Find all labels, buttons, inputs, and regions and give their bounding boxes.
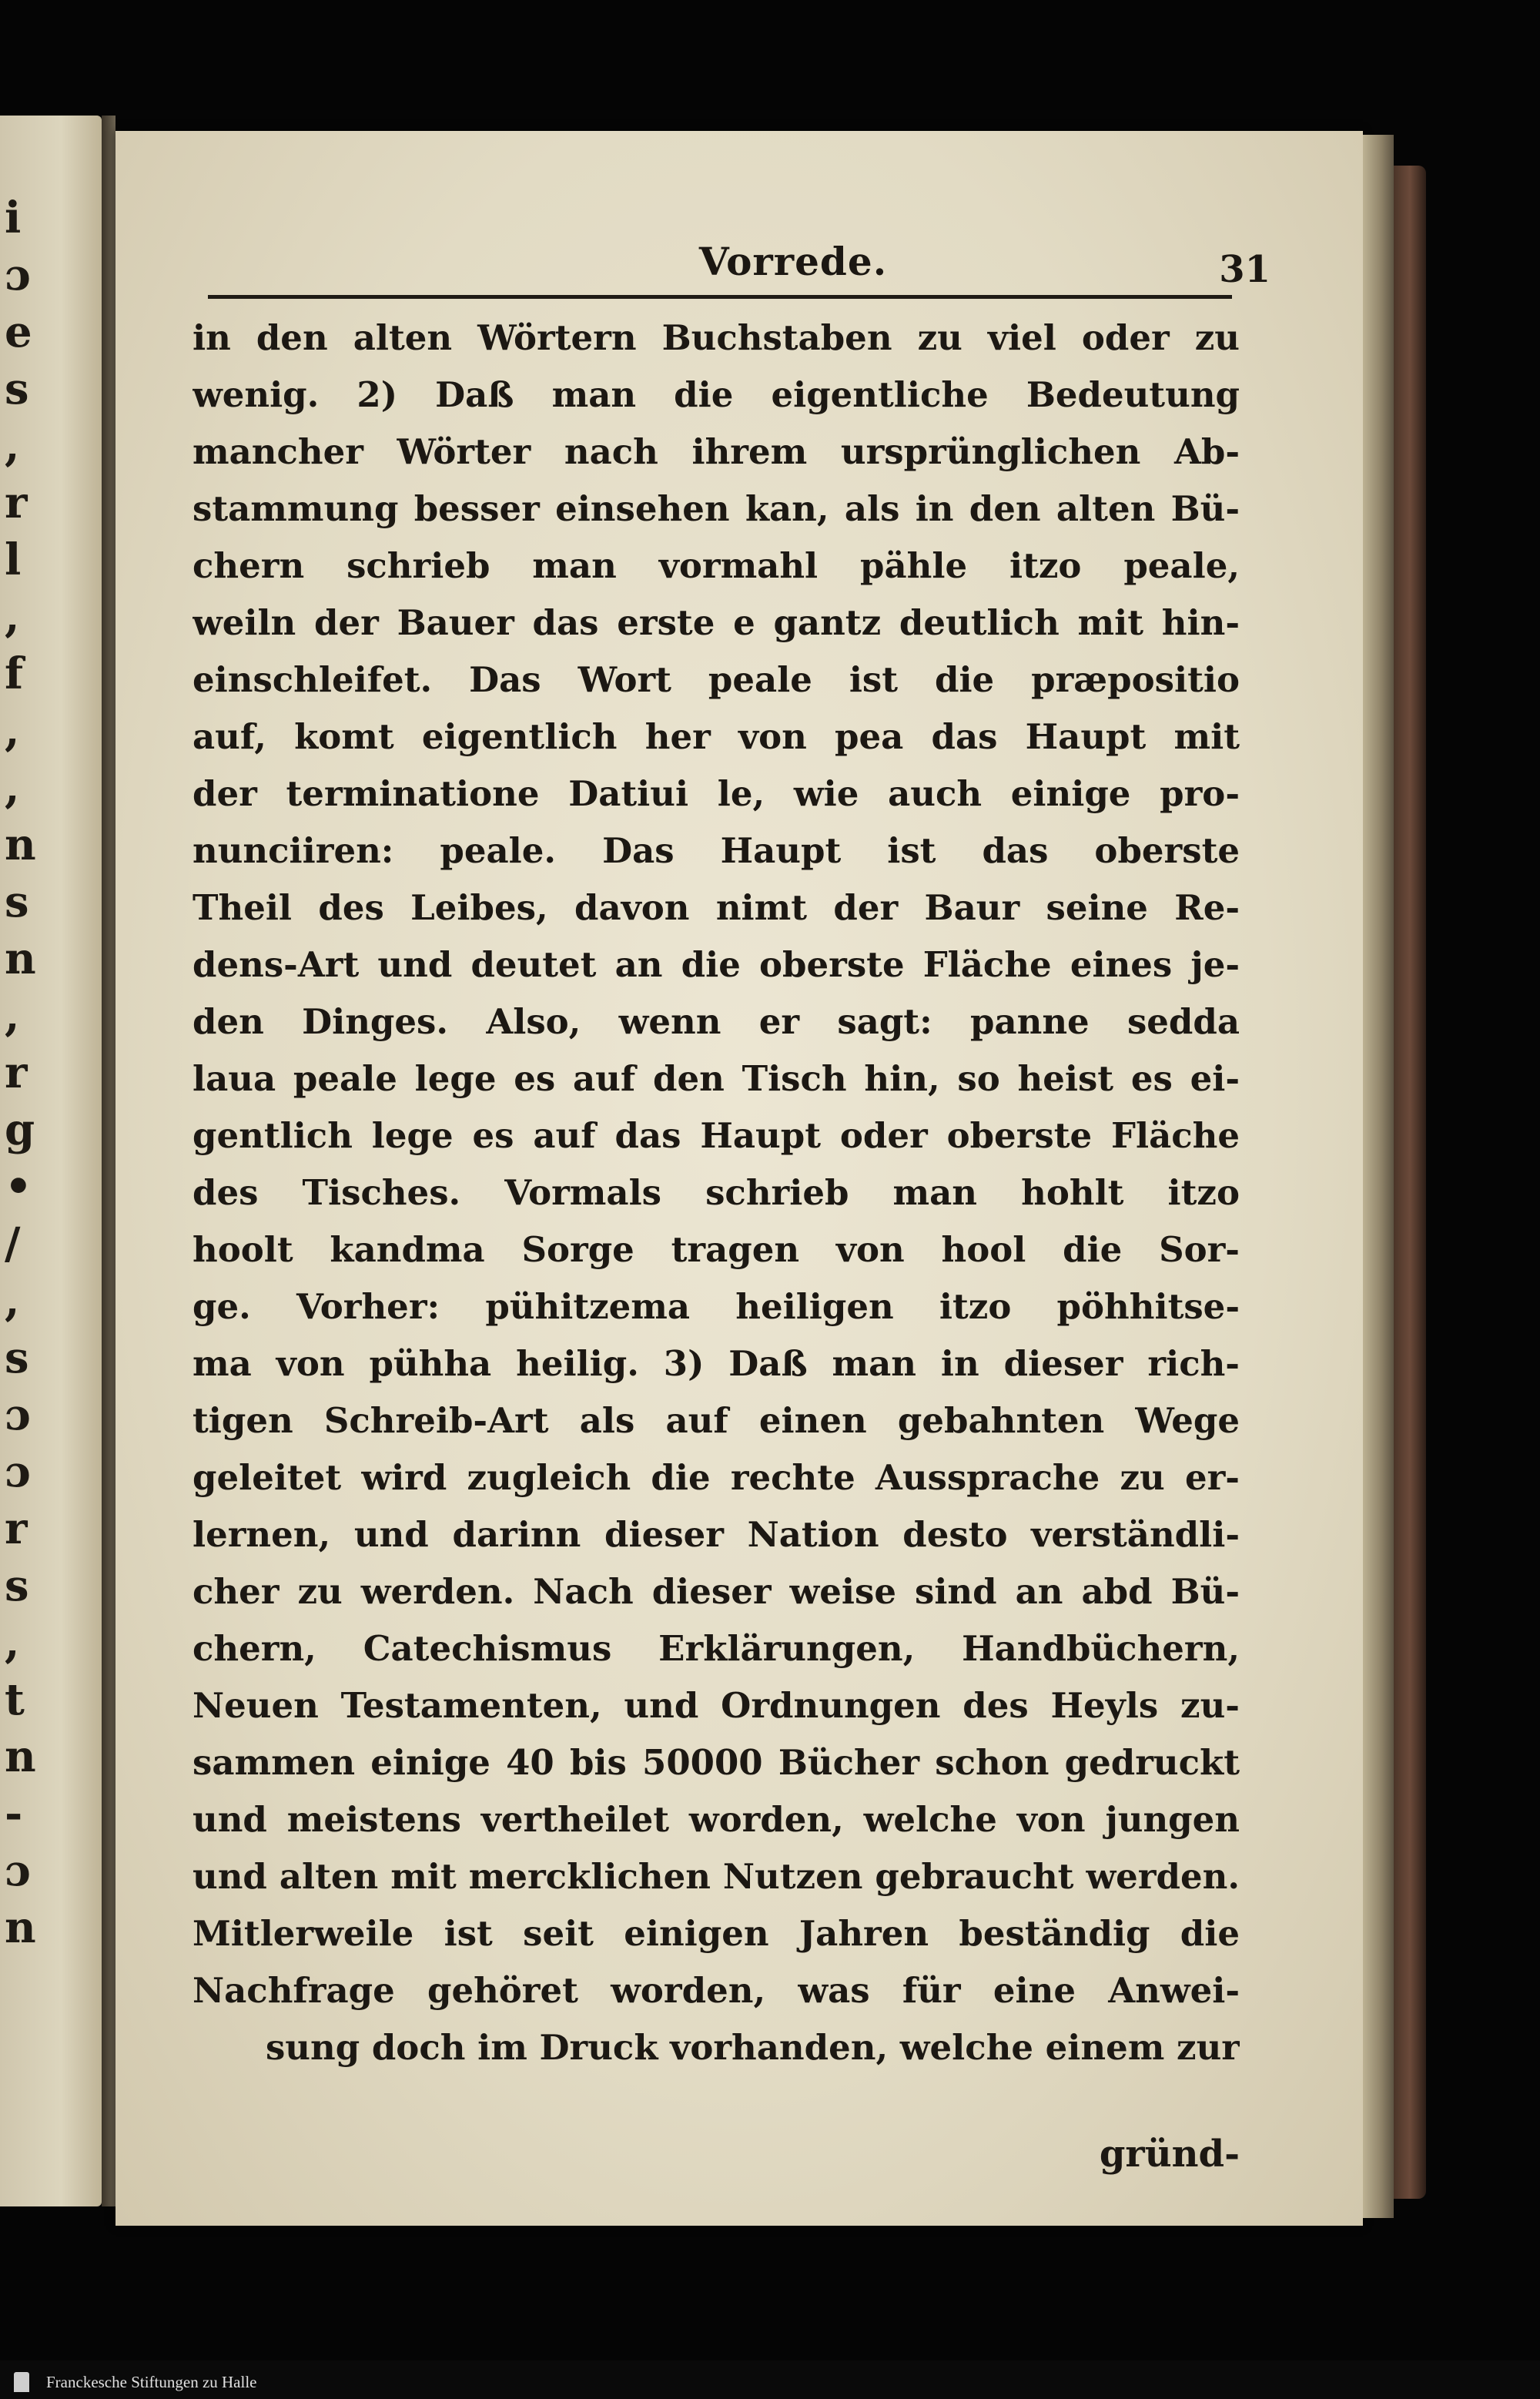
book-cover-edge xyxy=(1394,166,1426,2199)
text-line: mancher Wörter nach ihrem ursprünglichen Ab- xyxy=(192,431,1240,472)
header-rule xyxy=(208,295,1232,299)
left-page-glyph: e xyxy=(5,307,32,357)
text-line: Theil des Leibes, davon nimt der Baur seine Re- xyxy=(192,887,1240,928)
left-page-glyph: n xyxy=(5,933,36,984)
left-page-glyph: , xyxy=(5,990,20,1041)
text-line: laua peale lege es auf den Tisch hin, so heist es ei- xyxy=(192,1058,1240,1099)
text-line: weiln der Bauer das erste e gantz deutlich mit hin- xyxy=(192,602,1240,643)
left-page-glyph: , xyxy=(5,762,20,813)
text-line: gentlich lege es auf das Haupt oder oberste Fläche xyxy=(192,1115,1240,1156)
text-line: auf, komt eigentlich her von pea das Haupt mit xyxy=(192,716,1240,757)
left-page-glyph: ɔ xyxy=(5,250,32,300)
left-page-glyph: • xyxy=(5,1161,32,1212)
left-page-glyph: ɔ xyxy=(5,1446,32,1497)
text-line: der terminatione Datiui le, wie auch einige pro- xyxy=(192,773,1240,814)
header-title: Vorrede. xyxy=(698,239,888,284)
left-page-glyph: n xyxy=(5,1902,36,1953)
left-page-glyph: / xyxy=(5,1218,21,1269)
text-line: lernen, und darinn dieser Nation desto verständli- xyxy=(192,1514,1240,1555)
text-line: Neuen Testamenten, und Ordnungen des Heyls zu- xyxy=(192,1685,1240,1726)
page-number: 31 xyxy=(1219,248,1270,291)
left-page-glyph: r xyxy=(5,1503,28,1554)
page-block-edge xyxy=(1363,135,1394,2218)
text-line: chern, Catechismus Erklärungen, Handbüchern, xyxy=(192,1628,1240,1669)
left-page-glyph: r xyxy=(5,477,28,528)
left-page-glyph: f xyxy=(5,648,24,699)
left-page-glyph: , xyxy=(5,1617,20,1668)
text-line: Nachfrage gehöret worden, was für eine Anwei- xyxy=(192,1970,1240,2011)
left-page-glyph: s xyxy=(5,876,29,927)
library-logo-icon xyxy=(14,2372,29,2392)
text-line: einschleifet. Das Wort peale ist die præpositio xyxy=(192,659,1240,700)
text-line: den Dinges. Also, wenn er sagt: panne sedda xyxy=(192,1001,1240,1042)
left-page-glyph: , xyxy=(5,705,20,756)
text-line: stammung besser einsehen kan, als in den alten Bü- xyxy=(192,488,1240,529)
running-head xyxy=(116,231,1363,293)
text-line: geleitet wird zugleich die rechte Aussprache zu er- xyxy=(192,1457,1240,1498)
body-text xyxy=(192,310,1240,2076)
left-page-glyph: - xyxy=(5,1788,23,1839)
text-line: des Tisches. Vormals schrieb man hohlt itzo xyxy=(192,1172,1240,1213)
book-gutter xyxy=(102,116,116,2206)
text-line: nunciiren: peale. Das Haupt ist das oberste xyxy=(192,830,1240,871)
text-line: Mitlerweile ist seit einigen Jahren beständig die xyxy=(192,1913,1240,1954)
text-line: wenig. 2) Daß man die eigentliche Bedeutung xyxy=(192,374,1240,415)
text-line: dens-Art und deutet an die oberste Fläche eines je- xyxy=(192,944,1240,985)
catchword: gründ- xyxy=(1099,2133,1240,2176)
left-page-glyph: r xyxy=(5,1047,28,1098)
text-line: sammen einige 40 bis 50000 Bücher schon gedruckt xyxy=(192,1742,1240,1783)
left-page-edge xyxy=(0,116,102,2206)
left-page-glyph: s xyxy=(5,1332,29,1383)
text-line: in den alten Wörtern Buchstaben zu viel oder zu xyxy=(192,317,1240,358)
left-page-glyph: ɔ xyxy=(5,1389,32,1440)
text-line: ge. Vorher: pühitzema heiligen itzo pöhhitse- xyxy=(192,1286,1240,1327)
left-page-glyph: g xyxy=(5,1104,35,1155)
text-line: und meistens vertheilet worden, welche von jungen xyxy=(192,1799,1240,1840)
text-line: sung doch im Druck vorhanden, welche einem zur xyxy=(265,2027,1240,2068)
left-page-glyph: s xyxy=(5,1560,29,1611)
left-page-glyph: ɔ xyxy=(5,1845,32,1896)
left-page-glyph: , xyxy=(5,591,20,642)
left-page-glyph: t xyxy=(5,1674,25,1725)
text-line: tigen Schreib-Art als auf einen gebahnten Wege xyxy=(192,1400,1240,1441)
left-page-glyph: i xyxy=(5,193,22,243)
text-line: chern schrieb man vormahl pähle itzo peale, xyxy=(192,545,1240,586)
text-line: hoolt kandma Sorge tragen von hool die Sor- xyxy=(192,1229,1240,1270)
text-line: cher zu werden. Nach dieser weise sind an abd Bü- xyxy=(192,1571,1240,1612)
left-page-glyph: , xyxy=(5,420,20,471)
footer-credit: Franckesche Stiftungen zu Halle xyxy=(46,2373,257,2391)
left-page-glyph: l xyxy=(5,534,22,585)
text-line: ma von pühha heilig. 3) Daß man in dieser rich- xyxy=(192,1343,1240,1384)
left-page-glyph: n xyxy=(5,1731,36,1782)
text-line: und alten mit mercklichen Nutzen gebraucht werden. xyxy=(192,1856,1240,1897)
left-page-glyph: , xyxy=(5,1275,20,1326)
left-page-glyph: s xyxy=(5,364,29,414)
left-page-glyph: n xyxy=(5,819,36,870)
